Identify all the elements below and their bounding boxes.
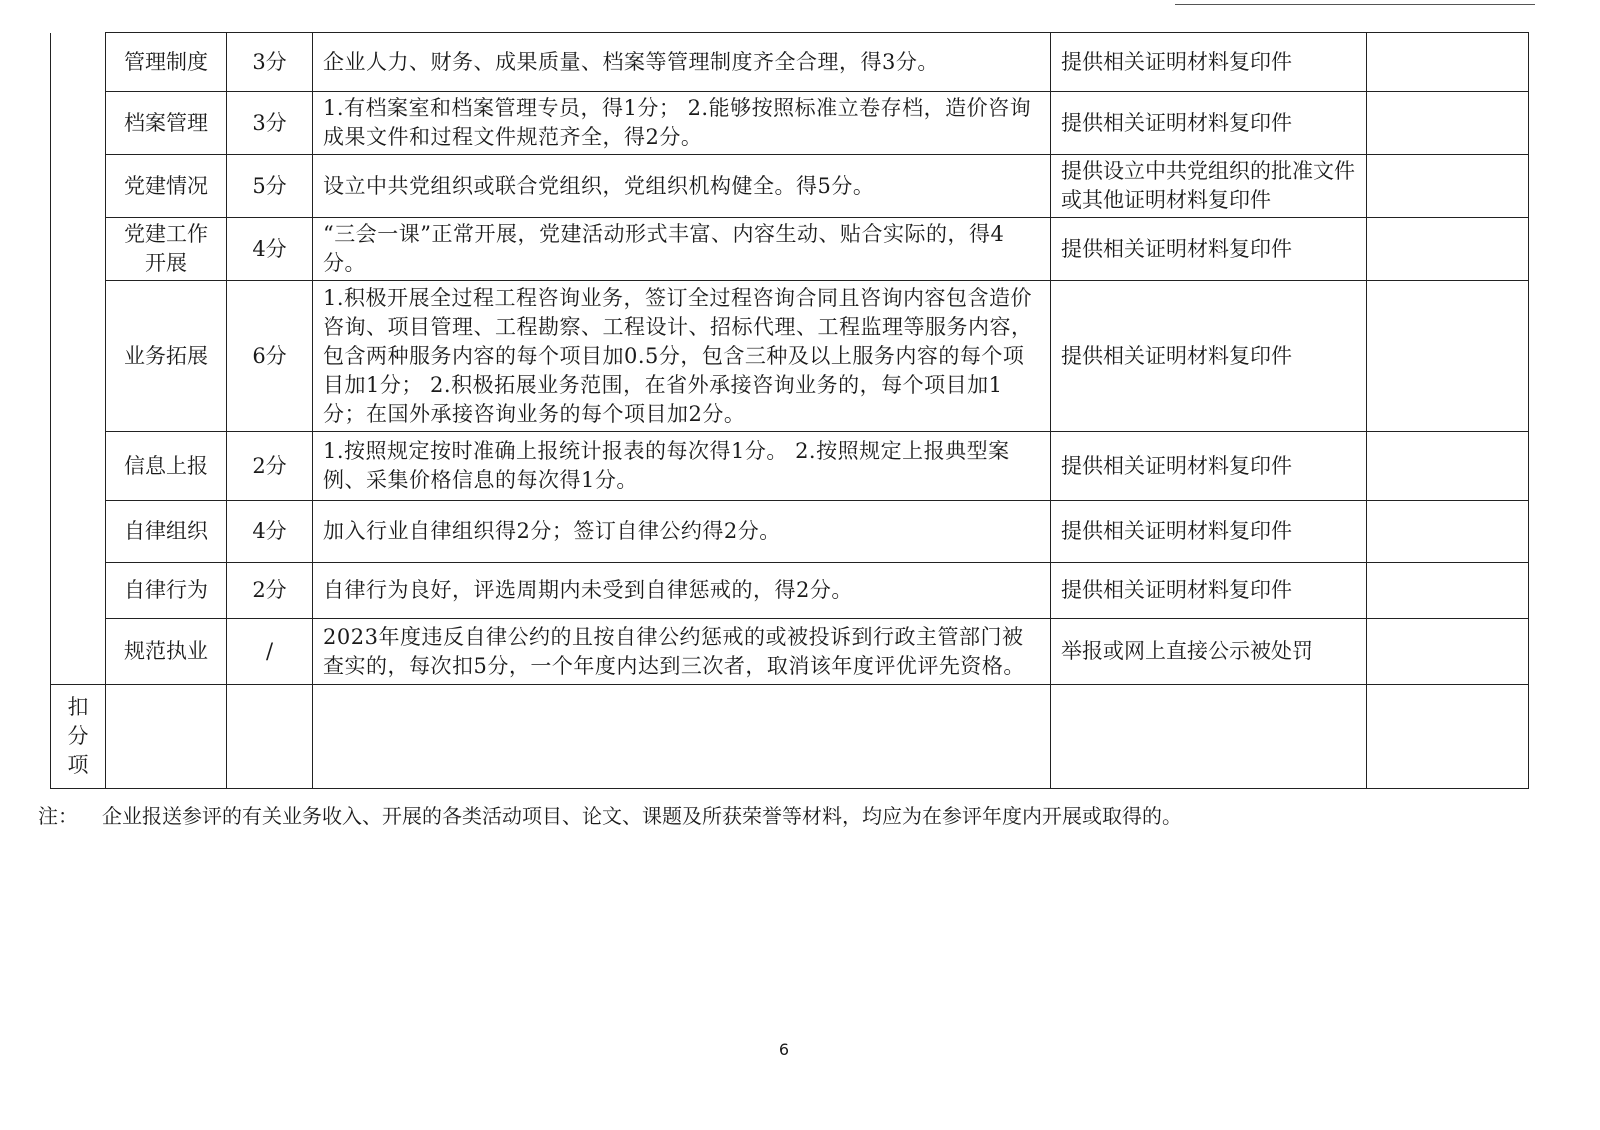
deduction-label-char: 项 (67, 753, 89, 777)
item-score: 2分 (227, 432, 313, 501)
table-row (51, 33, 1529, 92)
item-score: 4分 (227, 218, 313, 281)
item-score: / (227, 619, 313, 685)
item-score: 6分 (227, 281, 313, 432)
table-row (51, 281, 1529, 432)
item-score: 4分 (227, 501, 313, 563)
item-remark (1367, 92, 1529, 155)
item-name: 业务拓展 (106, 281, 227, 432)
table-row (51, 218, 1529, 281)
item-criteria: 企业人力、财务、成果质量、档案等管理制度齐全合理，得3分。 (313, 33, 1051, 92)
table-row (51, 432, 1529, 501)
item-criteria: 1.积极开展全过程工程咨询业务，签订全过程咨询合同且咨询内容包含造价咨询、项目管理、工程勘察、工程设计、招标代理、工程监理等服务内容，包含两种服务内容的每个项目加0.5分，包含三种及以上服务内容的每个项目加1分； 2.积极拓展业务范围，在省外承接咨询业务的，每个项目加1分；在国外承接咨询业务的每个项目加2分。 (313, 281, 1051, 432)
table-row (51, 155, 1529, 218)
item-evidence: 举报或网上直接公示被处罚 (1051, 619, 1367, 685)
item-criteria: “三会一课”正常开展，党建活动形式丰富、内容生动、贴合实际的，得4分。 (313, 218, 1051, 281)
item-score: 2分 (227, 563, 313, 619)
item-criteria: 1.有档案室和档案管理专员，得1分； 2.能够按照标准立卷存档，造价咨询成果文件和过程文件规范齐全，得2分。 (313, 92, 1051, 155)
table-row (51, 619, 1529, 685)
item-name: 规范执业 (106, 619, 227, 685)
item-remark (1367, 281, 1529, 432)
item-remark (1367, 619, 1529, 685)
item-evidence: 提供相关证明材料复印件 (1051, 501, 1367, 563)
item-evidence: 提供相关证明材料复印件 (1051, 563, 1367, 619)
item-remark (1367, 155, 1529, 218)
item-name: 档案管理 (106, 92, 227, 155)
deduction-evidence (1051, 685, 1367, 789)
category-cell (51, 33, 106, 685)
deduction-criteria (313, 685, 1051, 789)
footnote-label: 注： (38, 804, 78, 828)
top-rule (1175, 4, 1535, 5)
item-criteria: 2023年度违反自律公约的且按自律公约惩戒的或被投诉到行政主管部门被查实的，每次扣5分，一个年度内达到三次者，取消该年度评优评先资格。 (313, 619, 1051, 685)
item-evidence: 提供相关证明材料复印件 (1051, 218, 1367, 281)
table-row (51, 501, 1529, 563)
item-criteria: 自律行为良好，评选周期内未受到自律惩戒的，得2分。 (313, 563, 1051, 619)
deduction-label (51, 685, 106, 789)
item-criteria: 1.按照规定按时准确上报统计报表的每次得1分。 2.按照规定上报典型案例、采集价格信息的每次得1分。 (313, 432, 1051, 501)
item-score: 3分 (227, 92, 313, 155)
item-evidence: 提供设立中共党组织的批准文件或其他证明材料复印件 (1051, 155, 1367, 218)
scoring-table (50, 32, 1529, 789)
deduction-label-char: 扣 (67, 695, 89, 719)
item-name: 自律行为 (106, 563, 227, 619)
item-criteria: 加入行业自律组织得2分；签订自律公约得2分。 (313, 501, 1051, 563)
footnote-text: 企业报送参评的有关业务收入、开展的各类活动项目、论文、课题及所获荣誉等材料，均应为在参评年度内开展或取得的。 (102, 804, 1182, 828)
item-evidence: 提供相关证明材料复印件 (1051, 432, 1367, 501)
item-name: 管理制度 (106, 33, 227, 92)
item-evidence: 提供相关证明材料复印件 (1051, 92, 1367, 155)
item-score: 5分 (227, 155, 313, 218)
page-number: 6 (778, 1040, 790, 1059)
item-remark (1367, 218, 1529, 281)
item-remark (1367, 33, 1529, 92)
item-criteria: 设立中共党组织或联合党组织，党组织机构健全。得5分。 (313, 155, 1051, 218)
item-evidence: 提供相关证明材料复印件 (1051, 33, 1367, 92)
item-evidence: 提供相关证明材料复印件 (1051, 281, 1367, 432)
item-name: 党建情况 (106, 155, 227, 218)
item-name: 自律组织 (106, 501, 227, 563)
deduction-score (227, 685, 313, 789)
item-name: 信息上报 (106, 432, 227, 501)
item-remark (1367, 563, 1529, 619)
table-row (51, 563, 1529, 619)
item-score: 3分 (227, 33, 313, 92)
deduction-remark (1367, 685, 1529, 789)
deduction-label-char: 分 (67, 724, 89, 748)
item-remark (1367, 432, 1529, 501)
deduction-row (51, 685, 1529, 789)
deduction-name (106, 685, 227, 789)
footnote (38, 802, 1182, 830)
item-remark (1367, 501, 1529, 563)
item-name: 党建工作开展 (106, 218, 227, 281)
table-row (51, 92, 1529, 155)
